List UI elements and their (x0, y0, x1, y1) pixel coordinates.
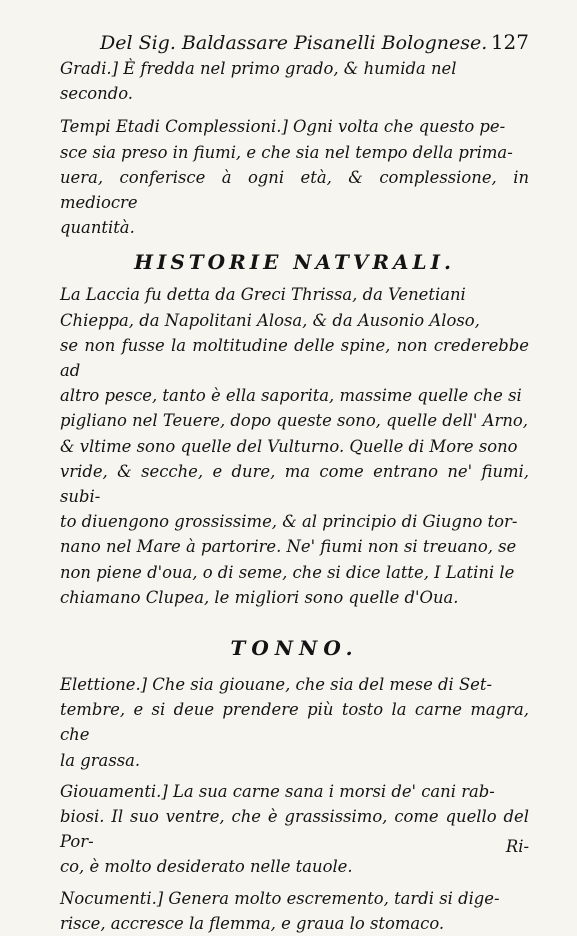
text-line: uera, conferisce à ogni età, & complessione, in mediocre (60, 167, 529, 213)
text-line: biosi. Il suo ventre, che è grassissimo, come quello del Por- (60, 807, 529, 852)
intro-paragraph (60, 56, 529, 106)
text-line: Tempi Etadi Complessioni.] Ogni volta che questo pe- (60, 117, 506, 137)
text-line: Giouamenti.] La sua carne sana i morsi de' cani rab- (60, 781, 495, 801)
text-line: altro pesce, tanto è ella saporita, massime quelle che si (60, 386, 522, 406)
catchword: Ri- (505, 837, 529, 856)
text-line: tembre, e si deue prendere più tosto la carne magra, che (60, 700, 529, 745)
historie-paragraph (60, 282, 529, 610)
tempi-paragraph (60, 114, 529, 240)
text-line: & vltime sono quelle del Vulturno. Quelle di More sono (60, 436, 518, 456)
text-line: nano nel Mare à partorire. Ne' fiumi non si treuano, se (60, 537, 517, 557)
text-line: La Laccia fu detta da Greci Thrissa, da Venetiani (60, 285, 466, 305)
text-line: Chieppa, da Napolitani Alosa, & da Ausonio Aloso, (60, 310, 480, 330)
nocumenti-paragraph (60, 886, 529, 936)
text-line: sce sia preso in fiumi, e che sia nel tempo della prima- (60, 142, 513, 162)
text-line: co, è molto desiderato nelle tauole. (60, 857, 353, 877)
text-line: risce, accresce la flemma, e graua lo stomaco. (60, 913, 445, 933)
text-line: la grassa. (60, 750, 141, 770)
text-line: Nocumenti.] Genera molto escremento, tardi si dige- (60, 888, 500, 908)
text-line: secondo. (60, 84, 133, 104)
section-heading-tonno: TONNO. (230, 636, 359, 661)
text-line: to diuengono grossissime, & al principio di Giugno tor- (60, 512, 518, 532)
running-head: Del Sig. Baldassare Pisanelli Bolognese. (100, 32, 488, 54)
text-line: Elettione.] Che sia giouane, che sia del mese di Set- (60, 675, 492, 695)
text-line: quantità. (60, 218, 135, 238)
elettione-paragraph (60, 672, 529, 773)
text-line: non piene d'oua, o di seme, che si dice latte, I Latini le (60, 562, 515, 582)
running-header (60, 30, 529, 54)
text-line: vride, & secche, e dure, ma come entrano ne' fiumi, subi- (60, 461, 529, 507)
text-line: pigliano nel Teuere, dopo queste sono, quelle dell' Arno, (60, 411, 528, 431)
text-line: se non fusse la moltitudine delle spine, non crederebbe ad (60, 335, 529, 381)
giouamenti-paragraph (60, 779, 529, 880)
text-line: Gradi.] È fredda nel primo grado, & humida nel (60, 59, 457, 78)
page-number: 127 (490, 30, 529, 54)
text-line: chiamano Clupea, le migliori sono quelle d'Oua. (60, 587, 459, 607)
section-heading-historie: HISTORIE NATVRALI. (134, 250, 455, 275)
